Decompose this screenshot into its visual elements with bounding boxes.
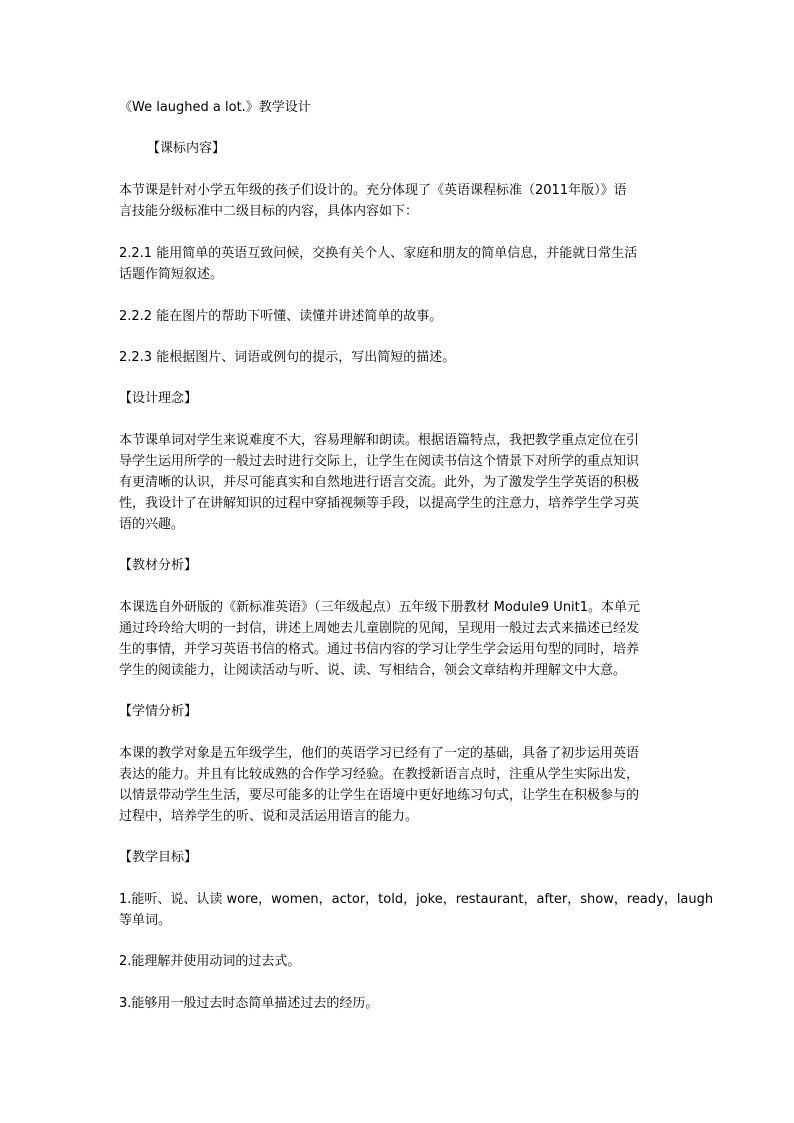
design-concept-line-5: 语的兴趣。: [119, 517, 185, 532]
learner-analysis-line-3: 以情景带动学生生活，要尽可能多的让学生在语境中更好地练习句式，让学生在积极参与的: [119, 788, 640, 803]
design-concept-line-3: 有更清晰的认识，并尽可能真实和自然地进行语言交流。此外，为了激发学生学英语的积极: [119, 475, 640, 490]
curriculum-intro-line-2: 言技能分级标准中二级目标的内容，具体内容如下：: [119, 204, 419, 219]
material-analysis-line-3: 生的事情，并学习英语书信的格式。通过书信内容的学习让学生学会运用句型的同时，培养: [119, 642, 640, 657]
material-analysis-line-4: 学生的阅读能力，让阅读活动与听、说、读、写相结合，领会文章结构并理解文中大意。: [119, 663, 627, 678]
objectives-heading: 【教学目标】: [119, 850, 198, 865]
objectives-item3: 3.能够用一般过去时态简单描述过去的经历。: [119, 996, 379, 1011]
material-analysis-line-1: 本课选自外研版的《新标准英语》（三年级起点）五年级下册教材 Module9 Unit1。本单元: [119, 600, 641, 615]
learner-analysis-line-2: 表达的能力。并且有比较成熟的合作学习经验。在教授新语言点时，注重从学生实际出发，: [119, 767, 640, 782]
objectives-item2: 2.能理解并使用动词的过去式。: [119, 954, 301, 969]
document-title: 《We laughed a lot.》教学设计: [119, 100, 311, 115]
learner-analysis-line-1: 本课的教学对象是五年级学生，他们的英语学习已经有了一定的基础，具备了初步运用英语: [119, 746, 640, 761]
curriculum-item1-line-2: 话题作简短叙述。: [119, 267, 224, 282]
curriculum-item3: 2.2.3 能根据图片、词语或例句的提示，写出简短的描述。: [119, 350, 456, 365]
design-concept-heading: 【设计理念】: [119, 391, 198, 406]
curriculum-item1-line-1: 2.2.1 能用简单的英语互致问候，交换有关个人、家庭和朋友的简单信息，并能就日常生活: [119, 246, 638, 261]
curriculum-heading: 【课标内容】: [147, 141, 226, 156]
curriculum-item2: 2.2.2 能在图片的帮助下听懂、读懂并讲述简单的故事。: [119, 309, 443, 324]
design-concept-line-1: 本节课单词对学生来说难度不大，容易理解和朗读。根据语篇特点，我把教学重点定位在引: [119, 433, 640, 448]
design-concept-line-4: 性，我设计了在讲解知识的过程中穿插视频等手段，以提高学生的注意力，培养学生学习英: [119, 496, 640, 511]
curriculum-intro-line-1: 本节课是针对小学五年级的孩子们设计的。充分体现了《英语课程标准（2011年版）》语: [119, 183, 627, 198]
learner-analysis-line-4: 过程中，培养学生的听、说和灵活运用语言的能力。: [119, 809, 419, 824]
learner-analysis-heading: 【学情分析】: [119, 704, 198, 719]
objectives-item1-line-1: 1.能听、说、认读 wore，women，actor，told，joke，restaurant，after，show，ready，laugh: [119, 892, 714, 907]
design-concept-line-2: 导学生运用所学的一般过去时进行交际上，让学生在阅读书信这个情景下对所学的重点知识: [119, 454, 640, 469]
material-analysis-line-2: 通过玲玲给大明的一封信，讲述上周她去儿童剧院的见闻，呈现用一般过去式来描述已经发: [119, 621, 640, 636]
objectives-item1-line-2: 等单词。: [119, 913, 172, 928]
material-analysis-heading: 【教材分析】: [119, 558, 198, 573]
